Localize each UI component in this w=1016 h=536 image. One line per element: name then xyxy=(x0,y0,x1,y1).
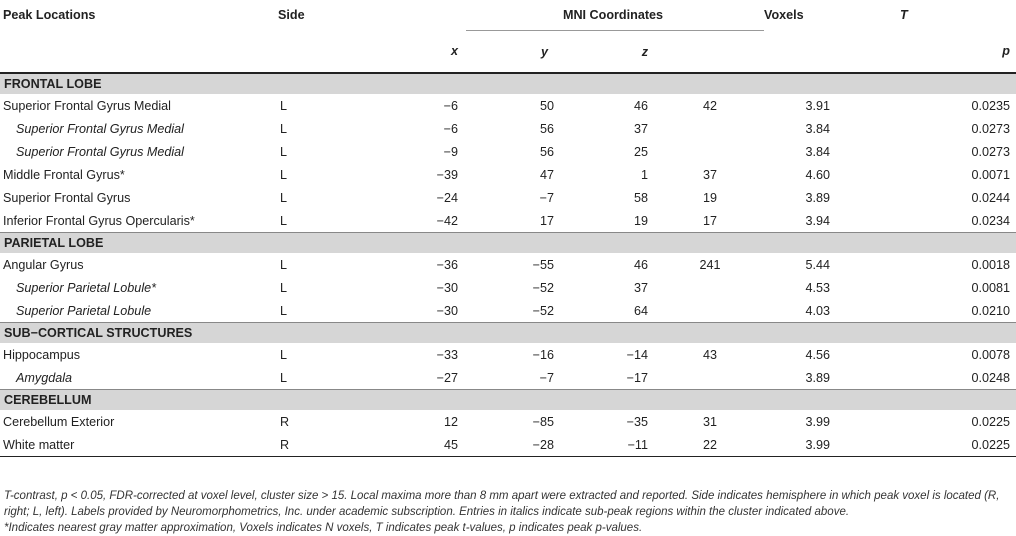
section-header-row xyxy=(0,323,1016,344)
header-mni-coordinates: MNI Coordinates xyxy=(466,0,764,31)
cell-voxels: 42 xyxy=(702,98,717,113)
cell-side: R xyxy=(252,433,394,457)
header-z: z xyxy=(562,31,656,74)
cell-y: 56 xyxy=(539,144,554,159)
cell-x: −36 xyxy=(436,257,458,272)
table-body xyxy=(0,73,1016,457)
cell-voxels: 43 xyxy=(702,347,717,362)
header-p: p xyxy=(890,31,1016,74)
table-row xyxy=(0,117,1016,140)
cell-side: R xyxy=(280,414,290,429)
cell-side: L xyxy=(280,190,288,205)
cell-side: L xyxy=(280,347,288,362)
cell-peak-location: White matter xyxy=(0,433,252,457)
cell-z: 25 xyxy=(633,144,648,159)
cell-z: 37 xyxy=(633,121,648,136)
table-row xyxy=(0,186,1016,209)
cell-z: 64 xyxy=(633,303,648,318)
table-row xyxy=(0,366,1016,390)
cell-z: −35 xyxy=(626,414,648,429)
header-t: T xyxy=(900,8,908,23)
cell-p: 0.0210 xyxy=(971,303,1010,318)
cell-p: 0.0273 xyxy=(971,121,1010,136)
cell-voxels xyxy=(656,276,764,299)
section-header-row xyxy=(0,233,1016,254)
cell-peak-location: Superior Parietal Lobule xyxy=(16,303,152,318)
cell-t: 3.84 xyxy=(805,144,830,159)
cell-peak-location: Superior Frontal Gyrus Medial xyxy=(16,144,184,159)
cell-peak-location: Cerebellum Exterior xyxy=(3,414,115,429)
cell-z: −11 xyxy=(562,433,656,457)
table-header xyxy=(0,0,1016,73)
cell-t: 3.89 xyxy=(805,190,830,205)
cell-y: 56 xyxy=(539,121,554,136)
cell-peak-location: Amygdala xyxy=(16,370,73,385)
cell-peak-location: Superior Parietal Lobule* xyxy=(16,280,157,295)
table-row xyxy=(0,94,1016,117)
cell-z: 46 xyxy=(633,98,648,113)
cell-peak-location: Inferior Frontal Gyrus Opercularis* xyxy=(3,213,195,228)
section-header-row xyxy=(0,390,1016,411)
cell-x: −27 xyxy=(436,370,458,385)
cell-y: −7 xyxy=(539,190,554,205)
header-side: Side xyxy=(278,8,305,23)
table-footnotes xyxy=(4,488,1012,536)
header-y: y xyxy=(466,31,562,74)
cell-voxels xyxy=(656,299,764,323)
cell-y: −52 xyxy=(532,303,554,318)
cell-t: 3.84 xyxy=(805,121,830,136)
cell-side: L xyxy=(280,98,288,113)
cell-z: 46 xyxy=(633,257,648,272)
cell-voxels: 22 xyxy=(656,433,764,457)
cell-p: 0.0248 xyxy=(971,370,1010,385)
cell-peak-location: Angular Gyrus xyxy=(3,257,84,272)
cell-p: 0.0234 xyxy=(971,213,1010,228)
cell-voxels: 31 xyxy=(702,414,717,429)
cell-peak-location: Middle Frontal Gyrus* xyxy=(3,167,125,182)
cell-side: L xyxy=(280,167,288,182)
cell-x: 45 xyxy=(394,433,466,457)
table-row xyxy=(0,140,1016,163)
cell-z: −17 xyxy=(626,370,648,385)
table-row xyxy=(0,163,1016,186)
cell-t: 4.03 xyxy=(805,303,830,318)
table-row xyxy=(0,209,1016,233)
section-title: CEREBELLUM xyxy=(0,390,1016,411)
cell-x: −39 xyxy=(436,167,458,182)
cell-y: −52 xyxy=(532,280,554,295)
section-title: SUB−CORTICAL STRUCTURES xyxy=(0,323,1016,344)
cell-t: 3.99 xyxy=(764,433,890,457)
cell-z: 19 xyxy=(633,213,648,228)
cell-voxels: 241 xyxy=(699,257,721,272)
cell-t: 4.53 xyxy=(805,280,830,295)
header-peak-locations: Peak Locations xyxy=(3,8,96,23)
table-row xyxy=(0,433,1016,457)
cell-y: −85 xyxy=(532,414,554,429)
cell-side: L xyxy=(280,303,288,318)
cell-z: −14 xyxy=(626,347,648,362)
cell-p: 0.0081 xyxy=(971,280,1010,295)
table-row xyxy=(0,410,1016,433)
cell-p: 0.0018 xyxy=(971,257,1010,272)
cell-y: 47 xyxy=(539,167,554,182)
cell-x: −9 xyxy=(443,144,458,159)
footnote-asterisk: *Indicates nearest gray matter approximation, Voxels indicates N voxels, T indicates peak t-values, p indicates peak p-values. xyxy=(4,522,643,534)
cell-side: L xyxy=(280,144,288,159)
cell-z: 1 xyxy=(640,167,648,182)
table-row xyxy=(0,253,1016,276)
cell-voxels xyxy=(656,117,764,140)
table-row xyxy=(0,276,1016,299)
header-x: x xyxy=(394,31,466,74)
cell-y: −28 xyxy=(466,433,562,457)
table-row xyxy=(0,343,1016,366)
footnote-main: T-contrast, p < 0.05, FDR-corrected at voxel level, cluster size > 15. Local maxima more than 8 mm apart were extracted and reported. Side indicates hemisphere in which peak voxel is located (R, right; L, left). Labels provided by Neuromorphometrics, Inc. under academic subscription. Entries in italics indicate sub-peak regions within the cluster indicated above. xyxy=(4,490,1000,518)
cell-side: L xyxy=(280,257,288,272)
section-title: FRONTAL LOBE xyxy=(0,73,1016,94)
cell-p: 0.0071 xyxy=(971,167,1010,182)
cell-p: 0.0273 xyxy=(971,144,1010,159)
cell-x: 12 xyxy=(443,414,458,429)
cell-side: L xyxy=(280,213,288,228)
header-voxels: Voxels xyxy=(764,8,804,23)
cell-x: −33 xyxy=(436,347,458,362)
cell-peak-location: Superior Frontal Gyrus Medial xyxy=(16,121,184,136)
cell-peak-location: Superior Frontal Gyrus xyxy=(3,190,131,205)
cell-y: 17 xyxy=(539,213,554,228)
cell-t: 3.99 xyxy=(805,414,830,429)
cell-y: −16 xyxy=(532,347,554,362)
cell-p: 0.0235 xyxy=(971,98,1010,113)
section-header-row xyxy=(0,73,1016,94)
cell-voxels: 17 xyxy=(702,213,717,228)
cell-voxels xyxy=(656,140,764,163)
cell-p: 0.0225 xyxy=(890,433,1016,457)
cell-t: 5.44 xyxy=(805,257,830,272)
section-title: PARIETAL LOBE xyxy=(0,233,1016,254)
cell-p: 0.0244 xyxy=(971,190,1010,205)
cell-p: 0.0225 xyxy=(971,414,1010,429)
cell-x: −6 xyxy=(443,121,458,136)
cell-t: 3.91 xyxy=(805,98,830,113)
cell-voxels xyxy=(656,366,764,390)
cell-side: L xyxy=(280,370,288,385)
cell-x: −30 xyxy=(436,280,458,295)
cell-p: 0.0078 xyxy=(971,347,1010,362)
cell-voxels: 37 xyxy=(702,167,717,182)
cell-x: −42 xyxy=(436,213,458,228)
cell-x: −30 xyxy=(436,303,458,318)
cell-peak-location: Hippocampus xyxy=(3,347,81,362)
cell-t: 3.94 xyxy=(805,213,830,228)
cell-voxels: 19 xyxy=(702,190,717,205)
cell-y: 50 xyxy=(539,98,554,113)
cell-x: −24 xyxy=(436,190,458,205)
cell-y: −55 xyxy=(532,257,554,272)
cell-t: 3.89 xyxy=(805,370,830,385)
cell-z: 37 xyxy=(633,280,648,295)
cell-side: L xyxy=(280,280,288,295)
cell-side: L xyxy=(280,121,288,136)
table-row xyxy=(0,299,1016,323)
cell-z: 58 xyxy=(633,190,648,205)
cell-x: −6 xyxy=(443,98,458,113)
cell-y: −7 xyxy=(539,370,554,385)
cell-t: 4.60 xyxy=(805,167,830,182)
cell-t: 4.56 xyxy=(805,347,830,362)
cell-peak-location: Superior Frontal Gyrus Medial xyxy=(3,98,171,113)
